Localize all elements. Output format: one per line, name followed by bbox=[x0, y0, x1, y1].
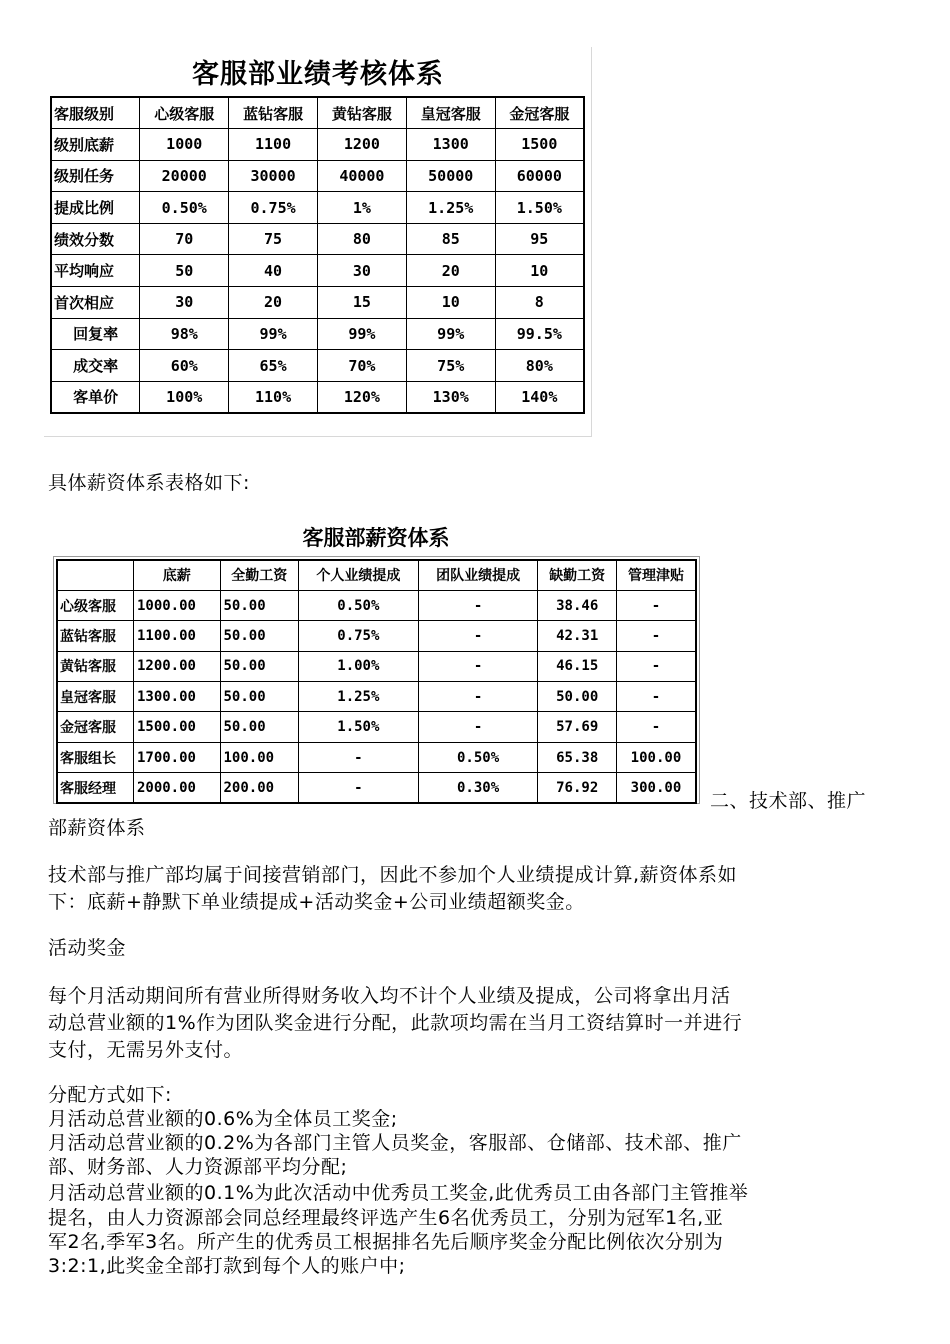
table-cell: - bbox=[418, 682, 538, 712]
distribution-line4: 部、财务部、人力资源部平均分配; bbox=[48, 1156, 348, 1178]
table-cell: 1% bbox=[317, 192, 406, 224]
table-row bbox=[51, 318, 584, 350]
table-cell: 50.00 bbox=[220, 651, 298, 681]
table-cell: 0.50% bbox=[140, 192, 229, 224]
section2-heading-part2: 部薪资体系 bbox=[48, 817, 146, 839]
row-header: 提成比例 bbox=[51, 192, 140, 224]
table-cell: - bbox=[418, 712, 538, 742]
table-cell: 50.00 bbox=[220, 590, 298, 620]
distribution-line6: 提名，由人力资源部会同总经理最终评选产生6名优秀员工，分别为冠军1名,亚 bbox=[48, 1207, 724, 1229]
table-cell: 130% bbox=[406, 381, 495, 413]
table-cell: 99% bbox=[317, 318, 406, 350]
row-header: 客服经理 bbox=[57, 773, 133, 803]
table-cell: 110% bbox=[229, 381, 318, 413]
table-cell: - bbox=[616, 712, 696, 742]
table-cell: 1100 bbox=[229, 129, 318, 161]
table-cell: 1200.00 bbox=[133, 651, 220, 681]
table-cell: 100% bbox=[140, 381, 229, 413]
table-header-cell: 金冠客服 bbox=[495, 97, 584, 129]
table-row bbox=[57, 621, 696, 651]
table-header-cell: 黄钻客服 bbox=[317, 97, 406, 129]
row-header: 皇冠客服 bbox=[57, 682, 133, 712]
table-cell: 50.00 bbox=[538, 682, 616, 712]
table-cell: 95 bbox=[495, 223, 584, 255]
table-cell: 40000 bbox=[317, 160, 406, 192]
table-cell: 99.5% bbox=[495, 318, 584, 350]
row-header: 成交率 bbox=[51, 350, 140, 382]
table-cell: 0.50% bbox=[298, 590, 418, 620]
table-header-cell: 缺勤工资 bbox=[538, 560, 616, 590]
table-cell: - bbox=[418, 590, 538, 620]
table-cell: 1000.00 bbox=[133, 590, 220, 620]
table-cell: 0.50% bbox=[418, 742, 538, 772]
table-header-cell: 全勤工资 bbox=[220, 560, 298, 590]
table-header-cell: 团队业绩提成 bbox=[418, 560, 538, 590]
table-row bbox=[57, 712, 696, 742]
table-cell: 1000 bbox=[140, 129, 229, 161]
activity-heading: 活动奖金 bbox=[48, 937, 127, 959]
table-header-cell: 心级客服 bbox=[140, 97, 229, 129]
table-header-cell: 皇冠客服 bbox=[406, 97, 495, 129]
table-cell: 30000 bbox=[229, 160, 318, 192]
table-cell: 30 bbox=[140, 287, 229, 319]
table-row bbox=[51, 381, 584, 413]
table-cell: - bbox=[298, 773, 418, 803]
table-header-cell: 管理津贴 bbox=[616, 560, 696, 590]
tech-paragraph-line2: 下：底薪+静默下单业绩提成+活动奖金+公司业绩超额奖金。 bbox=[48, 891, 585, 913]
table-row bbox=[51, 255, 584, 287]
table-cell: 200.00 bbox=[220, 773, 298, 803]
table-cell: 98% bbox=[140, 318, 229, 350]
table-cell: 70 bbox=[140, 223, 229, 255]
table-cell: 1.25% bbox=[298, 682, 418, 712]
row-header: 首次相应 bbox=[51, 287, 140, 319]
table-row bbox=[57, 651, 696, 681]
row-header: 回复率 bbox=[51, 318, 140, 350]
row-header: 蓝钻客服 bbox=[57, 621, 133, 651]
row-header: 心级客服 bbox=[57, 590, 133, 620]
row-header: 客服组长 bbox=[57, 742, 133, 772]
table-cell: 1300.00 bbox=[133, 682, 220, 712]
table-cell: 46.15 bbox=[538, 651, 616, 681]
table-header-row bbox=[51, 97, 584, 129]
table-cell: 8 bbox=[495, 287, 584, 319]
distribution-line3: 月活动总营业额的0.2%为各部门主管人员奖金，客服部、仓储部、技术部、推广 bbox=[48, 1132, 742, 1154]
table-cell: 140% bbox=[495, 381, 584, 413]
table-cell: 99% bbox=[229, 318, 318, 350]
table-cell: 50000 bbox=[406, 160, 495, 192]
row-header: 黄钻客服 bbox=[57, 651, 133, 681]
table-cell: 75 bbox=[229, 223, 318, 255]
table-cell: 1700.00 bbox=[133, 742, 220, 772]
table-cell: 0.75% bbox=[229, 192, 318, 224]
table-header-cell: 蓝钻客服 bbox=[229, 97, 318, 129]
table-cell: 120% bbox=[317, 381, 406, 413]
row-header: 绩效分数 bbox=[51, 223, 140, 255]
table-cell: 60000 bbox=[495, 160, 584, 192]
distribution-line1: 分配方式如下: bbox=[48, 1084, 172, 1106]
table1-title: 客服部业绩考核体系 bbox=[192, 59, 444, 90]
distribution-line2: 月活动总营业额的0.6%为全体员工奖金; bbox=[48, 1108, 398, 1130]
table-cell: 85 bbox=[406, 223, 495, 255]
table-cell: - bbox=[418, 651, 538, 681]
table-cell: 42.31 bbox=[538, 621, 616, 651]
table-header-cell: 个人业绩提成 bbox=[298, 560, 418, 590]
table-cell: 70% bbox=[317, 350, 406, 382]
table-cell: 10 bbox=[406, 287, 495, 319]
table-cell: 10 bbox=[495, 255, 584, 287]
table-cell: 1.00% bbox=[298, 651, 418, 681]
table-cell: 40 bbox=[229, 255, 318, 287]
table-cell: 30 bbox=[317, 255, 406, 287]
table-cell: - bbox=[616, 651, 696, 681]
distribution-line7: 军2名,季军3名。所产生的优秀员工根据排名先后顺序奖金分配比例依次分别为 bbox=[48, 1231, 724, 1253]
activity-paragraph-line3: 支付，无需另外支付。 bbox=[48, 1039, 244, 1061]
table-cell: 76.92 bbox=[538, 773, 616, 803]
table-cell: 15 bbox=[317, 287, 406, 319]
distribution-line5: 月活动总营业额的0.1%为此次活动中优秀员工奖金,此优秀员工由各部门主管推举 bbox=[48, 1182, 749, 1204]
table-row bbox=[57, 682, 696, 712]
row-header: 平均响应 bbox=[51, 255, 140, 287]
table-cell: 100.00 bbox=[220, 742, 298, 772]
table-cell: 65% bbox=[229, 350, 318, 382]
table-cell: 20 bbox=[406, 255, 495, 287]
row-header: 金冠客服 bbox=[57, 712, 133, 742]
table-cell: - bbox=[616, 682, 696, 712]
salary-table bbox=[56, 559, 697, 804]
table-cell: 65.38 bbox=[538, 742, 616, 772]
table-row bbox=[57, 742, 696, 772]
table-cell: 80% bbox=[495, 350, 584, 382]
table-header-cell: 客服级别 bbox=[51, 97, 140, 129]
table-header-cell bbox=[57, 560, 133, 590]
table-cell: 1.50% bbox=[495, 192, 584, 224]
table-cell: 99% bbox=[406, 318, 495, 350]
distribution-line8: 3:2:1,此奖金全部打款到每个人的账户中; bbox=[48, 1255, 406, 1277]
table-row bbox=[57, 773, 696, 803]
table-cell: - bbox=[418, 621, 538, 651]
tech-paragraph-line1: 技术部与推广部均属于间接营销部门，因此不参加个人业绩提成计算,薪资体系如 bbox=[48, 864, 738, 886]
table-cell: 0.75% bbox=[298, 621, 418, 651]
table-header-cell: 底薪 bbox=[133, 560, 220, 590]
table-cell: 1500.00 bbox=[133, 712, 220, 742]
row-header: 客单价 bbox=[51, 381, 140, 413]
table-cell: 2000.00 bbox=[133, 773, 220, 803]
table-cell: 50 bbox=[140, 255, 229, 287]
table2-title: 客服部薪资体系 bbox=[302, 526, 450, 550]
table-cell: 1.25% bbox=[406, 192, 495, 224]
table-row bbox=[51, 287, 584, 319]
table-cell: 1.50% bbox=[298, 712, 418, 742]
table-cell: 80 bbox=[317, 223, 406, 255]
performance-table bbox=[50, 96, 585, 414]
table-cell: 38.46 bbox=[538, 590, 616, 620]
activity-paragraph-line2: 动总营业额的1%作为团队奖金进行分配，此款项均需在当月工资结算时一并进行 bbox=[48, 1012, 743, 1034]
table-cell: 60% bbox=[140, 350, 229, 382]
table-row bbox=[51, 129, 584, 161]
row-header: 级别底薪 bbox=[51, 129, 140, 161]
table-cell: 50.00 bbox=[220, 621, 298, 651]
table-cell: 20 bbox=[229, 287, 318, 319]
table-cell: - bbox=[616, 590, 696, 620]
table-cell: 1500 bbox=[495, 129, 584, 161]
section2-heading-part1: 二、技术部、推广 bbox=[710, 790, 867, 812]
table-cell: 50.00 bbox=[220, 682, 298, 712]
table-cell: - bbox=[298, 742, 418, 772]
table-cell: 1200 bbox=[317, 129, 406, 161]
table-cell: 100.00 bbox=[616, 742, 696, 772]
table-cell: 300.00 bbox=[616, 773, 696, 803]
table-header-row bbox=[57, 560, 696, 590]
activity-paragraph-line1: 每个月活动期间所有营业所得财务收入均不计个人业绩及提成，公司将拿出月活 bbox=[48, 985, 731, 1007]
table-cell: 50.00 bbox=[220, 712, 298, 742]
table-cell: 1300 bbox=[406, 129, 495, 161]
row-header: 级别任务 bbox=[51, 160, 140, 192]
table-cell: 20000 bbox=[140, 160, 229, 192]
table-row bbox=[57, 590, 696, 620]
table-cell: 1100.00 bbox=[133, 621, 220, 651]
table-cell: 75% bbox=[406, 350, 495, 382]
table-cell: 0.30% bbox=[418, 773, 538, 803]
table-cell: 57.69 bbox=[538, 712, 616, 742]
table-row bbox=[51, 160, 584, 192]
table-cell: - bbox=[616, 621, 696, 651]
table-row bbox=[51, 223, 584, 255]
intro-line: 具体薪资体系表格如下: bbox=[48, 472, 250, 494]
table-row bbox=[51, 350, 584, 382]
table-row bbox=[51, 192, 584, 224]
